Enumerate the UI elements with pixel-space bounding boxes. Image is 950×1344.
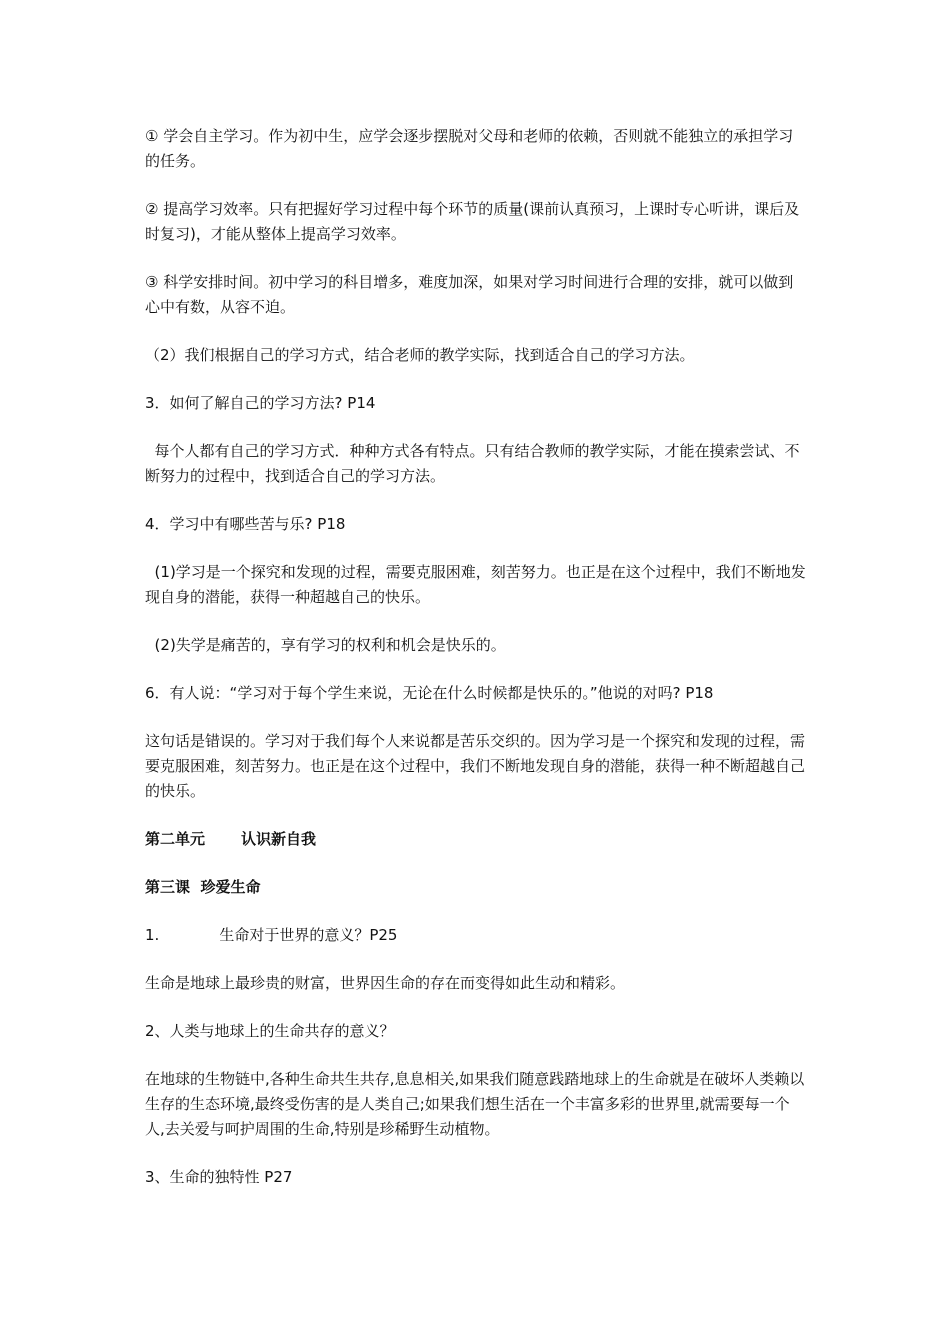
question-4: 4．学习中有哪些苦与乐? P18 [145, 515, 346, 533]
question-3: 3．如何了解自己的学习方法? P14 [145, 394, 376, 412]
answer-3: 每个人都有自己的学习方式．种种方式各有特点。只有结合教师的教学实际，才能在摸索尝试、不断努力的过程中，找到适合自己的学习方法。 [145, 442, 800, 485]
question-2: 2、人类与地球上的生命共存的意义？ [145, 1022, 395, 1040]
answer-4-1: (1)学习是一个探究和发现的过程，需要克服困难，刻苦努力。也正是在这个过程中，我们不断地发现自身的潜能，获得一种超越自己的快乐。 [145, 563, 806, 606]
answer-1: 生命是地球上最珍贵的财富，世界因生命的存在而变得如此生动和精彩。 [145, 974, 626, 992]
document-body [145, 124, 807, 1213]
question-3-life: 3、生命的独特性 P27 [145, 1168, 293, 1186]
question-6: 6．有人说：“学习对于每个学生来说，无论在什么时候都是快乐的。”他说的对吗? P18 [145, 684, 714, 702]
paragraph-4: （2）我们根据自己的学习方式，结合老师的教学实际，找到适合自己的学习方法。 [145, 346, 695, 364]
paragraph-2: ② 提高学习效率。只有把握好学习过程中每个环节的质量(课前认真预习，上课时专心听讲，课后及时复习)，才能从整体上提高学习效率。 [145, 200, 800, 243]
question-1-text: 生命对于世界的意义？P25 [219, 926, 398, 944]
paragraph-3: ③ 科学安排时间。初中学习的科目增多，难度加深，如果对学习时间进行合理的安排，就可以做到心中有数，从容不迫。 [145, 273, 794, 316]
unit-heading-title: 认识新自我 [241, 830, 317, 848]
lesson-heading: 第三课 珍爱生命 [145, 878, 261, 896]
answer-6: 这句话是错误的。学习对于我们每个人来说都是苦乐交织的。因为学习是一个探究和发现的过程，需要克服困难，刻苦努力。也正是在这个过程中，我们不断地发现自身的潜能，获得一种不断超越自己的快乐。 [145, 732, 806, 800]
question-1 [145, 923, 807, 948]
answer-2: 在地球的生物链中,各种生命共生共存,息息相关,如果我们随意践踏地球上的生命就是在破坏人类赖以生存的生态环境,最终受伤害的是人类自己;如果我们想生活在一个丰富多彩的世界里,就需要每一个人,去关爱与呵护周围的生命,特别是珍稀野生动植物。 [145, 1070, 805, 1138]
unit-heading-number: 第二单元 [145, 830, 206, 848]
unit-heading [145, 827, 807, 852]
answer-4-2: (2)失学是痛苦的，享有学习的权利和机会是快乐的。 [145, 636, 506, 654]
question-1-number: 1. [145, 926, 160, 944]
paragraph-1: ① 学会自主学习。作为初中生，应学会逐步摆脱对父母和老师的依赖，否则就不能独立的承担学习的任务。 [145, 127, 794, 170]
